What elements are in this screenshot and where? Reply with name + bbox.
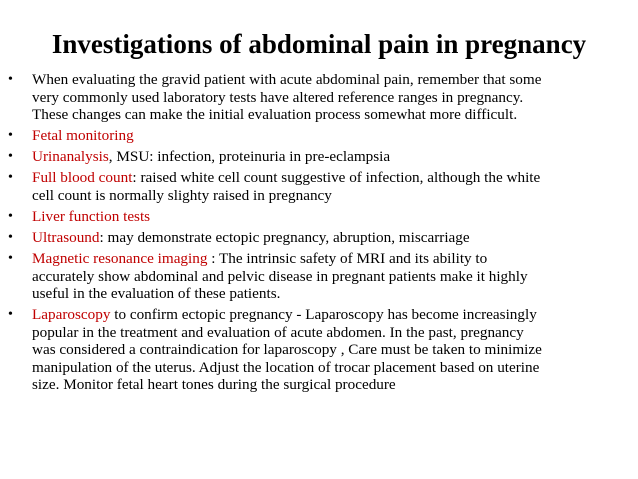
bullet-item: [0, 148, 638, 166]
bullet-text-line: cell count is normally slighty raised in pregnancy: [32, 186, 332, 204]
slide-title: Investigations of abdominal pain in pregnancy: [51, 29, 587, 59]
bullet-text-line: [32, 127, 634, 145]
bullet-text-line: useful in the evaluation of these patients.: [32, 285, 281, 303]
bullet-highlight-term: Laparoscopy: [32, 306, 111, 324]
bullet-dot-icon: •: [8, 149, 13, 165]
bullet-item: [0, 229, 638, 247]
bullet-text-line: [32, 208, 634, 226]
bullet-description: to confirm ectopic pregnancy - Laparoscopy has become increasingly: [110, 306, 537, 324]
bullet-text-line: [32, 306, 634, 324]
bullet-dot-icon: •: [8, 170, 13, 186]
bullet-text-line: [32, 229, 634, 247]
bullet-highlight-term: Liver function tests: [32, 207, 151, 225]
bullet-text-line: accurately show abdominal and pelvic disease in pregnant patients make it highly: [32, 267, 528, 285]
bullet-dot-icon: •: [8, 307, 13, 323]
bullet-text-line: [32, 250, 634, 268]
bullet-item: [0, 208, 638, 226]
bullet-description: , MSU: infection, proteinuria in pre-eclampsia: [108, 148, 391, 166]
bullet-text-line: These changes can make the initial evaluation process somewhat more difficult.: [32, 106, 518, 123]
bullet-text-line: When evaluating the gravid patient with acute abdominal pain, remember that some: [32, 71, 542, 88]
bullet-highlight-term: Fetal monitoring: [32, 127, 134, 145]
bullet-text-line: size. Monitor fetal heart tones during the surgical procedure: [32, 376, 396, 394]
bullet-item: [0, 250, 638, 303]
bullet-dot-icon: •: [8, 251, 13, 267]
bullet-dot-icon: •: [8, 72, 13, 87]
bullet-highlight-term: Full blood count: [32, 169, 133, 187]
bullet-highlight-term: Ultrasound: [32, 228, 100, 246]
bullet-description: : may demonstrate ectopic pregnancy, abruption, miscarriage: [99, 228, 470, 246]
bullet-dot-icon: •: [8, 128, 13, 144]
bullet-highlight-term: Magnetic resonance imaging: [32, 250, 212, 268]
bullet-item: [0, 306, 638, 394]
bullet-text-line: manipulation of the uterus. Adjust the location of trocar placement based on uterine: [32, 358, 540, 376]
bullet-item: [0, 169, 638, 204]
bullet-description: : raised white cell count suggestive of infection, although the white: [132, 169, 541, 187]
bullet-text-line: [32, 148, 634, 166]
bullet-text-line: popular in the treatment and evaluation of acute abdomen. In the past, pregnancy: [32, 323, 524, 341]
bullet-list: [0, 71, 638, 397]
bullet-item: [0, 127, 638, 145]
bullet-item: [0, 71, 638, 124]
bullet-description: : The intrinsic safety of MRI and its ability to: [211, 250, 488, 268]
bullet-text-line: [32, 169, 634, 187]
bullet-highlight-term: Urinanalysis: [32, 148, 109, 166]
bullet-dot-icon: •: [8, 208, 13, 224]
bullet-dot-icon: •: [8, 229, 13, 245]
bullet-text-line: was considered a contraindication for laparoscopy , Care must be taken to minimize: [32, 341, 542, 359]
bullet-text-line: very commonly used laboratory tests have altered reference ranges in pregnancy.: [32, 88, 524, 106]
